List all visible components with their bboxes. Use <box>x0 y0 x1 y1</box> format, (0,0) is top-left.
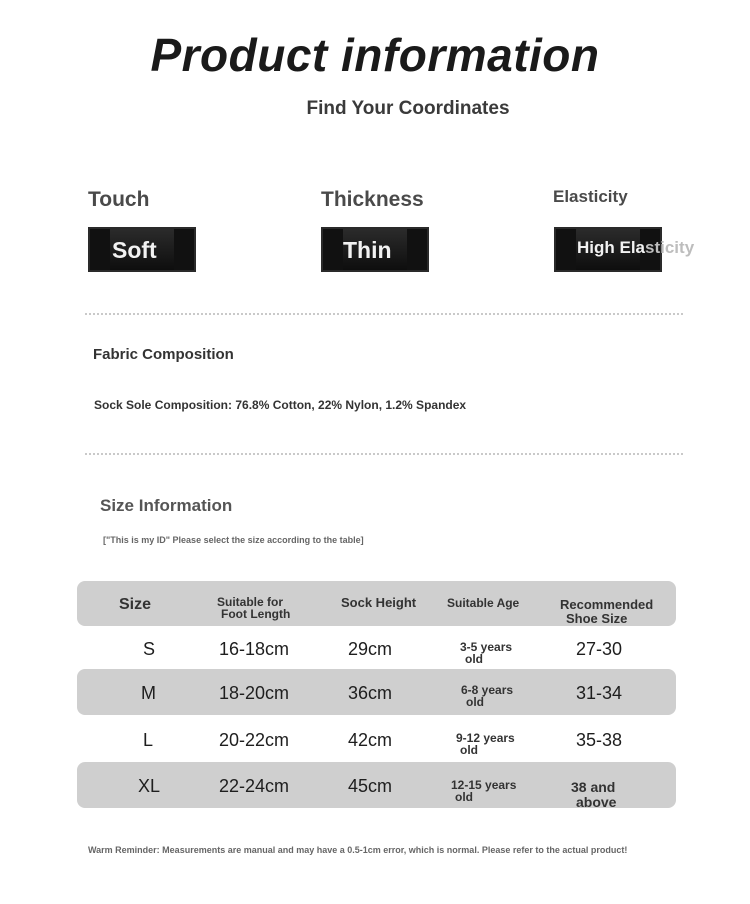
touch-label: Touch <box>88 188 150 211</box>
row-xl-age-line2: old <box>455 790 473 804</box>
row-xl-size: XL <box>138 776 161 796</box>
header-suitable-age: Suitable Age <box>447 596 520 610</box>
sock-sole-composition: Sock Sole Composition: 76.8% Cotton, 22% Nylon, 1.2% Spandex <box>94 398 467 412</box>
row-xl-shoe-size-line2: above <box>576 794 617 810</box>
size-selection-note: ["This is my ID" Please select the size according to the table] <box>103 535 364 545</box>
warm-reminder: Warm Reminder: Measurements are manual and may have a 0.5-1cm error, which is normal. Please refer to the actual product! <box>88 845 628 855</box>
divider-middle <box>85 453 683 455</box>
row-xl-shoe-size-line1: 38 and <box>571 779 616 795</box>
header-shoe-size-line1: Recommended <box>560 597 654 612</box>
row-xl-foot-length: 22-24cm <box>219 776 290 796</box>
elasticity-value-part-1: High Ela <box>577 238 646 257</box>
row-s-sock-height: 29cm <box>348 639 393 659</box>
row-l-foot-length: 20-22cm <box>219 730 290 750</box>
page-title: Product information <box>150 29 600 81</box>
row-l-size: L <box>143 730 154 750</box>
thickness-value-box <box>321 227 429 272</box>
row-m-shoe-size: 31-34 <box>576 683 623 703</box>
row-s-age-line1: 3-5 years <box>460 640 513 654</box>
row-m-age-line1: 6-8 years <box>461 683 514 697</box>
row-m-sock-height: 36cm <box>348 683 393 703</box>
row-l-age-line1: 9-12 years <box>456 731 515 745</box>
row-m-age-line2: old <box>466 695 484 709</box>
divider-top <box>85 313 683 315</box>
thickness-label: Thickness <box>321 188 424 211</box>
header-size: Size <box>119 596 152 613</box>
header-shoe-size-line2: Shoe Size <box>566 611 628 626</box>
row-l-shoe-size: 35-38 <box>576 730 623 750</box>
touch-value: Soft <box>112 237 157 263</box>
thickness-value: Thin <box>343 237 392 263</box>
row-l-age-line2: old <box>460 743 478 757</box>
row-xl-sock-height: 45cm <box>348 776 393 796</box>
elasticity-label: Elasticity <box>553 187 628 206</box>
row-s-age-line2: old <box>465 652 483 666</box>
size-information-title: Size Information <box>100 496 233 515</box>
header-sock-height: Sock Height <box>341 595 417 610</box>
row-m-size: M <box>141 683 156 703</box>
elasticity-value <box>577 238 694 258</box>
page-subtitle: Find Your Coordinates <box>306 98 510 119</box>
row-m-foot-length: 18-20cm <box>219 683 290 703</box>
row-s-foot-length: 16-18cm <box>219 639 290 659</box>
row-s-shoe-size: 27-30 <box>576 639 623 659</box>
elasticity-value-part-2: sticity <box>645 238 695 257</box>
fabric-composition-title: Fabric Composition <box>93 346 234 363</box>
row-s-size: S <box>143 639 156 659</box>
row-xl-age-line1: 12-15 years <box>451 778 517 792</box>
touch-value-box <box>88 227 196 272</box>
row-l-sock-height: 42cm <box>348 730 393 750</box>
header-foot-length-line2: Foot Length <box>221 607 291 621</box>
header-foot-length-line1: Suitable for <box>217 595 284 609</box>
